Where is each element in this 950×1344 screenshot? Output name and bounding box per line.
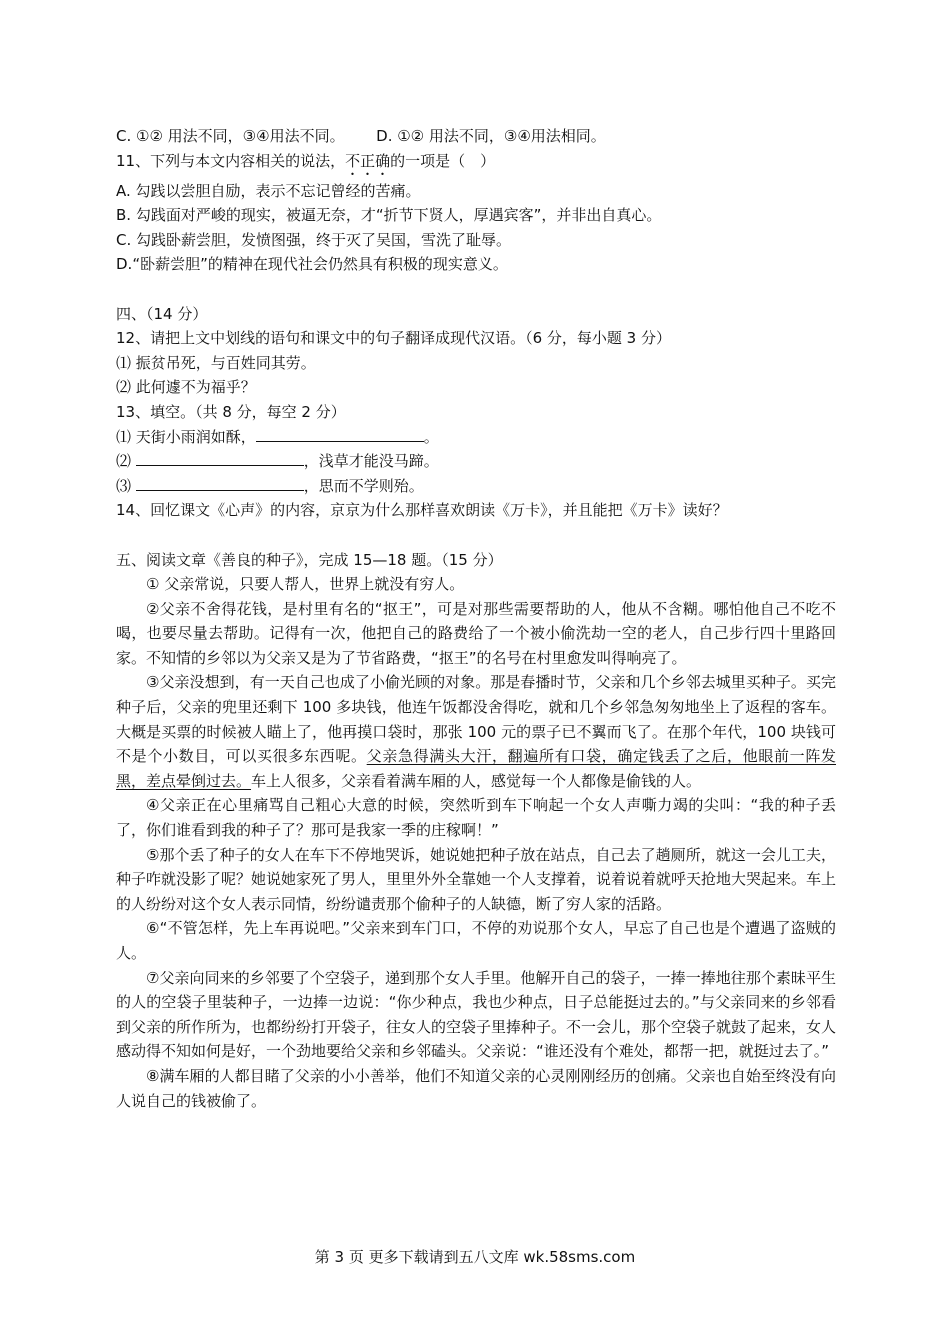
- answer-blank[interactable]: [136, 450, 304, 466]
- q12-stem: 12、请把上文中划线的语句和课文中的句子翻译成现代汉语。（6 分，每小题 3 分）: [116, 329, 671, 348]
- q12-item-1: ⑴ 振贫吊死，与百姓同其劳。: [116, 353, 316, 372]
- q13-item-1-end: 。: [423, 427, 439, 446]
- q13-stem: 13、填空。（共 8 分，每空 2 分）: [116, 402, 346, 421]
- answer-blank[interactable]: [136, 475, 304, 491]
- spacer: [116, 277, 836, 302]
- q11-stem-emphasis: 不正确: [345, 151, 391, 170]
- q13-item-3-text: ，思而不学则殆。: [303, 476, 424, 495]
- spacer: [116, 523, 836, 548]
- q13-item-2: [116, 449, 836, 474]
- section5-heading: 五、阅读文章《善良的种子》，完成 15—18 题。（15 分）: [116, 550, 503, 569]
- q11-stem: [116, 149, 836, 179]
- page-footer: 第 3 页 更多下载请到五八文库 wk.58sms.com: [314, 1248, 636, 1266]
- page-content: [116, 124, 836, 1113]
- paragraph-3-text: ③父亲没想到，有一天自己也成了小偷光顾的对象。那是春播时节，父亲和几个乡邻去城里买种子。买完种子后，父亲的兜里还剩下 100 多块钱，他连午饭都没舍得吃，就和几个乡邻急匆匆地坐上了返程的客车。大概是买票的时候被人瞄上了，他再摸口袋时，那张 100 元的票子已不翼而飞了。在那个年代，100 块钱可不是个小数目，可以买很多东西呢。: [116, 673, 836, 766]
- passage-paragraph-3: [116, 670, 836, 793]
- q13-item-1-text: ⑴ 天街小雨润如酥，: [116, 427, 256, 446]
- answer-blank[interactable]: [256, 426, 424, 442]
- q10-option-c: [116, 124, 836, 149]
- q13-item-3-num: ⑶: [116, 476, 136, 495]
- q11-option-d: D.“卧薪尝胆”的精神在现代社会仍然具有积极的现实意义。: [116, 255, 508, 274]
- q11-stem-before: 11、下列与本文内容相关的说法，: [116, 151, 346, 170]
- q13-item-3: [116, 474, 836, 499]
- section4-heading: 四、（14 分）: [116, 304, 208, 323]
- q13-item-2-num: ⑵: [116, 452, 136, 471]
- q11-option-a: A. 勾践以尝胆自励，表示不忘记曾经的苦痛。: [116, 181, 421, 200]
- q11-stem-after: 的一项是（ ）: [390, 151, 496, 170]
- underlined-sentence: 父亲急得满头大汗，翻遍所有口袋，确定钱丢了之后，他眼前一阵发黑，差点晕倒过去。: [116, 747, 836, 790]
- q13-item-2-text: ，浅草才能没马蹄。: [303, 452, 439, 471]
- passage-paragraph-1: ① 父亲常说，只要人帮人，世界上就没有穷人。: [146, 575, 465, 594]
- paragraph-3-end: 车上人很多，父亲看着满车厢的人，感觉每一个人都像是偷钱的人。: [251, 771, 702, 790]
- passage-paragraph-4: ④父亲正在心里痛骂自己粗心大意的时候，突然听到车下响起一个女人声嘶力竭的尖叫：“我的种子丢了，你们谁看到我的种子了？那可是我家一季的庄稼啊！”: [116, 796, 836, 840]
- passage-paragraph-2: ②父亲不舍得花钱，是村里有名的“抠王”，可是对那些需要帮助的人，他从不含糊。哪怕他自己不吃不喝，也要尽量去帮助。记得有一次，他把自己的路费给了一个被小偷洗劫一空的老人，自己步行四十里路回家。不知情的乡邻以为父亲又是为了节省路费，“抠王”的名号在村里愈发叫得响亮了。: [116, 599, 836, 667]
- passage-paragraph-6: ⑥“不管怎样，先上车再说吧。”父亲来到车门口，不停的劝说那个女人，早忘了自己也是个遭遇了盗贼的人。: [116, 919, 836, 962]
- q10-option-c-text: C. ①② 用法不同，③④用法不同。: [116, 127, 345, 145]
- passage-paragraph-8: ⑧满车厢的人都目睹了父亲的小小善举，他们不知道父亲的心灵刚刚经历的创痛。父亲也自始至终没有向人说自己的钱被偷了。: [116, 1066, 836, 1110]
- q14-stem: 14、回忆课文《心声》的内容，京京为什么那样喜欢朗读《万卡》，并且能把《万卡》读好？: [116, 501, 728, 520]
- passage-paragraph-7: ⑦父亲向同来的乡邻要了个空袋子，递到那个女人手里。他解开自己的袋子，一捧一捧地往那个素昧平生的人的空袋子里装种子，一边捧一边说：“你少种点，我也少种点，日子总能挺过去的。”与父亲同来的乡邻看到父亲的所作所为，也都纷纷打开袋子，往女人的空袋子里捧种子。不一会儿，那个空袋子就鼓了起来，女人感动得不知如何是好，一个劲地要给父亲和乡邻磕头。父亲说：“谁还没有个难处，都帮一把，就挺过去了。”: [116, 968, 837, 1061]
- q12-item-2: ⑵ 此何遽不为福乎？: [116, 378, 256, 397]
- q11-option-b: B. 勾践面对严峻的现实，被逼无奈，才“折节下贤人，厚遇宾客”，并非出自真心。: [116, 206, 662, 225]
- q11-option-c: C. 勾践卧薪尝胆，发愤图强，终于灭了吴国，雪洗了耻辱。: [116, 230, 512, 249]
- passage-paragraph-5: ⑤那个丢了种子的女人在车下不停地哭诉，她说她把种子放在站点，自己去了趟厕所，就这一会儿工夫，种子咋就没影了呢？她说她家死了男人，里里外外全靠她一个人支撑着，说着说着就呼天抢地大哭起来。车上的人纷纷对这个女人表示同情，纷纷谴责那个偷种子的人缺德，断了穷人家的活路。: [116, 845, 837, 913]
- q10-option-d-text: D. ①② 用法不同，③④用法相同。: [376, 127, 606, 145]
- q13-item-1: [116, 425, 836, 450]
